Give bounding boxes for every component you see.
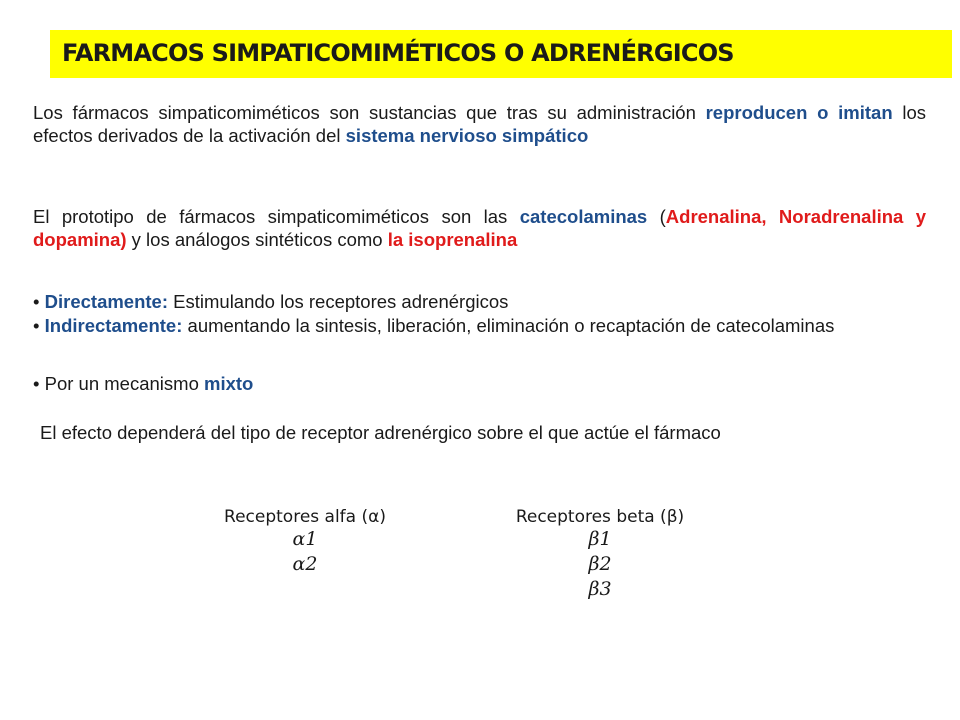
page-title: FARMACOS SIMPATICOMIMÉTICOS O ADRENÉRGICOS — [62, 39, 734, 67]
effect-sentence: El efecto dependerá del tipo de receptor adrenérgico sobre el que actúe el fármaco — [40, 422, 721, 443]
paragraph2-highlight-adrenalina: Adrenalina, Noradrenalina y dopamina) — [33, 206, 926, 250]
paragraph-definition — [33, 101, 926, 147]
paragraph1-text: Los fármacos simpaticomiméticos son sustancias que tras su administración — [33, 102, 706, 123]
paragraph2-text-2: ( — [647, 206, 666, 227]
beta-receptor-item: β3 — [588, 578, 612, 600]
bullet-text-indirect: aumentando la sintesis, liberación, eliminación o recaptación de catecolaminas — [182, 315, 835, 336]
paragraph1-highlight-snc: sistema nervioso simpático — [345, 125, 589, 146]
bullet-label-mixed: mixto — [204, 373, 254, 394]
paragraph2-text: El prototipo de fármacos simpaticomiméticos son las — [33, 206, 520, 227]
bullet-marker: • — [33, 291, 40, 312]
paragraph2-highlight-catecolaminas: catecolaminas — [519, 206, 648, 227]
alpha-receptors — [205, 507, 405, 577]
alpha-receptors-header: Receptores alfa (α) — [224, 507, 386, 527]
beta-receptors-header: Receptores beta (β) — [515, 507, 685, 527]
paragraph2-text-3: y los análogos sintéticos como — [126, 229, 388, 250]
bullet-indirect — [33, 314, 926, 337]
title-band — [50, 30, 952, 78]
bullet-label-indirect: Indirectamente: — [44, 315, 183, 336]
bullet-text-mixed: Por un mecanismo — [39, 373, 204, 394]
bullet-text-direct: Estimulando los receptores adrenérgicos — [168, 291, 509, 312]
bullet-mixed — [33, 372, 926, 395]
paragraph1-highlight-imitan: reproducen o imitan — [705, 102, 893, 123]
bullet-direct — [33, 290, 926, 313]
bullet-label-direct: Directamente: — [44, 291, 169, 312]
bullet-marker: • — [33, 315, 40, 336]
paragraph1-text-2: los efectos derivados de la activación del — [33, 102, 927, 146]
alpha-receptor-item: α1 — [292, 528, 318, 550]
bullet-marker: • — [33, 373, 40, 394]
alpha-receptor-item: α2 — [292, 553, 318, 575]
paragraph2-highlight-isoprenalina: la isoprenalina — [387, 229, 518, 250]
beta-receptors — [500, 507, 700, 602]
beta-receptor-item: β1 — [588, 528, 612, 550]
paragraph-prototype — [33, 205, 926, 251]
beta-receptor-item: β2 — [588, 553, 612, 575]
